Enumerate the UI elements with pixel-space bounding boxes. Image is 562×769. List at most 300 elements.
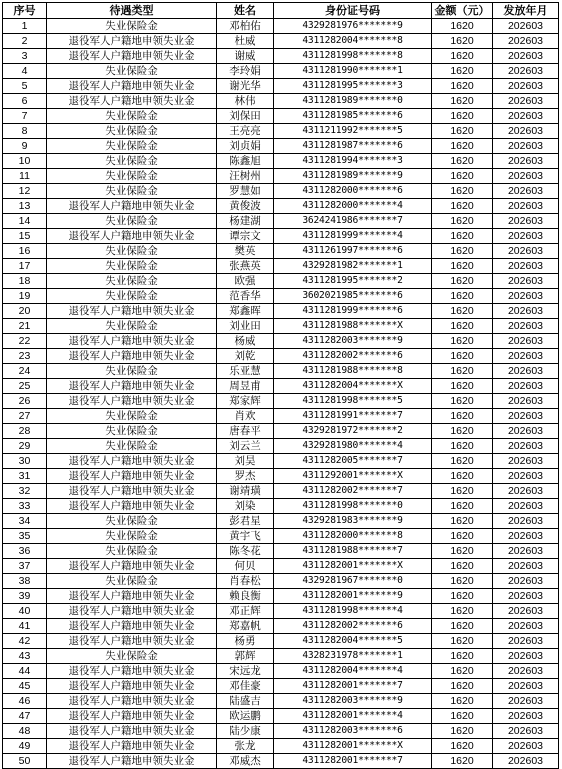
id-number-cell: 4311281987*******6 [274, 139, 432, 154]
row-index-cell: 45 [3, 679, 47, 694]
recipient-name-cell: 邓柏佑 [217, 19, 274, 34]
pay-month-cell: 202603 [493, 724, 559, 739]
amount-cell: 1620 [432, 319, 493, 334]
recipient-name-cell: 刘乾 [217, 349, 274, 364]
pay-month-cell: 202603 [493, 229, 559, 244]
id-number-cell: 4311282004*******5 [274, 634, 432, 649]
table-row [3, 694, 559, 709]
id-number-cell: 4311282002*******6 [274, 619, 432, 634]
recipient-name-cell: 刘云兰 [217, 439, 274, 454]
benefit-type-cell: 退役军人户籍地申领失业金 [47, 94, 217, 109]
row-index-cell: 36 [3, 544, 47, 559]
pay-month-cell: 202603 [493, 94, 559, 109]
pay-month-cell: 202603 [493, 34, 559, 49]
amount-cell: 1620 [432, 379, 493, 394]
table-row [3, 754, 559, 769]
amount-cell: 1620 [432, 424, 493, 439]
id-number-cell: 4311282003*******6 [274, 724, 432, 739]
amount-cell: 1620 [432, 709, 493, 724]
table-row [3, 709, 559, 724]
pay-month-cell: 202603 [493, 19, 559, 34]
pay-month-cell: 202603 [493, 589, 559, 604]
amount-cell: 1620 [432, 679, 493, 694]
id-number-cell: 4311281998*******8 [274, 49, 432, 64]
table-row [3, 559, 559, 574]
id-number-cell: 4311282004*******8 [274, 34, 432, 49]
benefit-type-cell: 退役军人户籍地申领失业金 [47, 604, 217, 619]
amount-cell: 1620 [432, 514, 493, 529]
row-index-cell: 6 [3, 94, 47, 109]
recipient-name-cell: 肖春松 [217, 574, 274, 589]
table-row [3, 544, 559, 559]
id-number-cell: 4311282004*******X [274, 379, 432, 394]
row-index-cell: 4 [3, 64, 47, 79]
amount-cell: 1620 [432, 469, 493, 484]
pay-month-cell: 202603 [493, 439, 559, 454]
id-number-cell: 4311281988*******8 [274, 364, 432, 379]
table-row [3, 379, 559, 394]
benefit-type-cell: 失业保险金 [47, 154, 217, 169]
amount-cell: 1620 [432, 544, 493, 559]
amount-cell: 1620 [432, 754, 493, 769]
amount-cell: 1620 [432, 34, 493, 49]
id-number-cell: 4311281995*******2 [274, 274, 432, 289]
row-index-cell: 47 [3, 709, 47, 724]
benefit-type-cell: 退役军人户籍地申领失业金 [47, 559, 217, 574]
id-number-cell: 4311282001*******7 [274, 754, 432, 769]
row-index-cell: 12 [3, 184, 47, 199]
recipient-name-cell: 谢威 [217, 49, 274, 64]
benefit-type-cell: 失业保险金 [47, 109, 217, 124]
table-row [3, 79, 559, 94]
pay-month-cell: 202603 [493, 139, 559, 154]
pay-month-cell: 202603 [493, 289, 559, 304]
pay-month-cell: 202603 [493, 499, 559, 514]
pay-month-cell: 202603 [493, 49, 559, 64]
table-row [3, 154, 559, 169]
benefit-type-cell: 退役军人户籍地申领失业金 [47, 229, 217, 244]
row-index-cell: 35 [3, 529, 47, 544]
amount-cell: 1620 [432, 724, 493, 739]
benefit-type-cell: 失业保险金 [47, 169, 217, 184]
row-index-cell: 39 [3, 589, 47, 604]
amount-cell: 1620 [432, 19, 493, 34]
pay-month-cell: 202603 [493, 259, 559, 274]
table-row [3, 184, 559, 199]
benefit-type-cell: 退役军人户籍地申领失业金 [47, 334, 217, 349]
amount-cell: 1620 [432, 559, 493, 574]
row-index-cell: 44 [3, 664, 47, 679]
recipient-name-cell: 唐春平 [217, 424, 274, 439]
id-number-cell: 3602021985*******6 [274, 289, 432, 304]
benefit-type-cell: 退役军人户籍地申领失业金 [47, 79, 217, 94]
recipient-name-cell: 黄俊波 [217, 199, 274, 214]
table-row [3, 649, 559, 664]
id-number-cell: 4311282001*******X [274, 559, 432, 574]
id-number-cell: 4311282004*******4 [274, 664, 432, 679]
id-number-cell: 4329281976*******9 [274, 19, 432, 34]
benefit-type-cell: 退役军人户籍地申领失业金 [47, 469, 217, 484]
benefit-type-cell: 失业保险金 [47, 649, 217, 664]
recipient-name-cell: 郑家辉 [217, 394, 274, 409]
amount-cell: 1620 [432, 499, 493, 514]
benefit-type-cell: 退役军人户籍地申领失业金 [47, 724, 217, 739]
recipient-name-cell: 乐亚慧 [217, 364, 274, 379]
recipient-name-cell: 欧运鹏 [217, 709, 274, 724]
row-index-cell: 27 [3, 409, 47, 424]
id-number-cell: 4311281994*******3 [274, 154, 432, 169]
row-index-cell: 37 [3, 559, 47, 574]
id-number-cell: 4311281989*******0 [274, 94, 432, 109]
recipient-name-cell: 陈鑫旭 [217, 154, 274, 169]
pay-month-cell: 202603 [493, 184, 559, 199]
row-index-cell: 18 [3, 274, 47, 289]
row-index-cell: 16 [3, 244, 47, 259]
benefit-type-cell: 失业保险金 [47, 214, 217, 229]
table-row [3, 499, 559, 514]
id-number-cell: 4311282001*******X [274, 739, 432, 754]
recipient-name-cell: 郑嘉帆 [217, 619, 274, 634]
id-number-cell: 4311282003*******9 [274, 334, 432, 349]
recipient-name-cell: 谢靖璜 [217, 484, 274, 499]
benefit-type-cell: 退役军人户籍地申领失业金 [47, 304, 217, 319]
header-index: 序号 [3, 3, 47, 19]
row-index-cell: 49 [3, 739, 47, 754]
table-row [3, 19, 559, 34]
benefit-type-cell: 退役军人户籍地申领失业金 [47, 349, 217, 364]
amount-cell: 1620 [432, 439, 493, 454]
header-amount: 金额（元） [432, 3, 493, 19]
benefit-type-cell: 失业保险金 [47, 19, 217, 34]
benefit-table [2, 2, 559, 769]
benefit-type-cell: 失业保险金 [47, 139, 217, 154]
amount-cell: 1620 [432, 634, 493, 649]
table-row [3, 274, 559, 289]
row-index-cell: 31 [3, 469, 47, 484]
table-row [3, 574, 559, 589]
row-index-cell: 26 [3, 394, 47, 409]
recipient-name-cell: 张龙 [217, 739, 274, 754]
table-row [3, 109, 559, 124]
benefit-type-cell: 退役军人户籍地申领失业金 [47, 34, 217, 49]
recipient-name-cell: 刘染 [217, 499, 274, 514]
table-row [3, 409, 559, 424]
benefit-type-cell: 失业保险金 [47, 409, 217, 424]
id-number-cell: 4311282000*******8 [274, 529, 432, 544]
id-number-cell: 4311282001*******7 [274, 679, 432, 694]
row-index-cell: 17 [3, 259, 47, 274]
benefit-type-cell: 失业保险金 [47, 424, 217, 439]
amount-cell: 1620 [432, 124, 493, 139]
pay-month-cell: 202603 [493, 679, 559, 694]
recipient-name-cell: 肖欢 [217, 409, 274, 424]
id-number-cell: 4311281999*******4 [274, 229, 432, 244]
id-number-cell: 4311281988*******7 [274, 544, 432, 559]
amount-cell: 1620 [432, 154, 493, 169]
table-row [3, 169, 559, 184]
table-row [3, 259, 559, 274]
pay-month-cell: 202603 [493, 619, 559, 634]
recipient-name-cell: 谭宗文 [217, 229, 274, 244]
id-number-cell: 4311261997*******6 [274, 244, 432, 259]
amount-cell: 1620 [432, 574, 493, 589]
benefit-sheet [2, 2, 559, 769]
pay-month-cell: 202603 [493, 754, 559, 769]
recipient-name-cell: 周昱甫 [217, 379, 274, 394]
id-number-cell: 4311281998*******0 [274, 499, 432, 514]
row-index-cell: 30 [3, 454, 47, 469]
benefit-type-cell: 失业保险金 [47, 259, 217, 274]
pay-month-cell: 202603 [493, 739, 559, 754]
table-row [3, 49, 559, 64]
benefit-type-cell: 失业保险金 [47, 439, 217, 454]
recipient-name-cell: 陈冬花 [217, 544, 274, 559]
recipient-name-cell: 刘业田 [217, 319, 274, 334]
pay-month-cell: 202603 [493, 244, 559, 259]
table-row [3, 664, 559, 679]
amount-cell: 1620 [432, 244, 493, 259]
amount-cell: 1620 [432, 169, 493, 184]
amount-cell: 1620 [432, 364, 493, 379]
table-row [3, 424, 559, 439]
amount-cell: 1620 [432, 259, 493, 274]
pay-month-cell: 202603 [493, 64, 559, 79]
row-index-cell: 2 [3, 34, 47, 49]
id-number-cell: 4329281980*******4 [274, 439, 432, 454]
recipient-name-cell: 陆盛吉 [217, 694, 274, 709]
pay-month-cell: 202603 [493, 634, 559, 649]
pay-month-cell: 202603 [493, 454, 559, 469]
id-number-cell: 4311282001*******4 [274, 709, 432, 724]
table-row [3, 679, 559, 694]
id-number-cell: 4311281990*******1 [274, 64, 432, 79]
benefit-type-cell: 退役军人户籍地申领失业金 [47, 454, 217, 469]
table-row [3, 304, 559, 319]
benefit-type-cell: 失业保险金 [47, 184, 217, 199]
table-row [3, 589, 559, 604]
row-index-cell: 13 [3, 199, 47, 214]
benefit-type-cell: 失业保险金 [47, 289, 217, 304]
header-pay-month: 发放年月 [493, 3, 559, 19]
row-index-cell: 1 [3, 19, 47, 34]
pay-month-cell: 202603 [493, 574, 559, 589]
pay-month-cell: 202603 [493, 124, 559, 139]
table-row [3, 319, 559, 334]
row-index-cell: 25 [3, 379, 47, 394]
benefit-type-cell: 退役军人户籍地申领失业金 [47, 619, 217, 634]
pay-month-cell: 202603 [493, 394, 559, 409]
header-row [3, 3, 559, 19]
table-row [3, 289, 559, 304]
benefit-type-cell: 退役军人户籍地申领失业金 [47, 589, 217, 604]
pay-month-cell: 202603 [493, 529, 559, 544]
row-index-cell: 21 [3, 319, 47, 334]
pay-month-cell: 202603 [493, 694, 559, 709]
pay-month-cell: 202603 [493, 409, 559, 424]
table-row [3, 529, 559, 544]
id-number-cell: 4329281967*******0 [274, 574, 432, 589]
header-name: 姓名 [217, 3, 274, 19]
row-index-cell: 11 [3, 169, 47, 184]
pay-month-cell: 202603 [493, 709, 559, 724]
pay-month-cell: 202603 [493, 169, 559, 184]
amount-cell: 1620 [432, 694, 493, 709]
recipient-name-cell: 王亮亮 [217, 124, 274, 139]
id-number-cell: 4311211992*******5 [274, 124, 432, 139]
amount-cell: 1620 [432, 199, 493, 214]
row-index-cell: 3 [3, 49, 47, 64]
pay-month-cell: 202603 [493, 334, 559, 349]
recipient-name-cell: 张燕英 [217, 259, 274, 274]
table-row [3, 604, 559, 619]
amount-cell: 1620 [432, 49, 493, 64]
table-row [3, 64, 559, 79]
id-number-cell: 4311281995*******3 [274, 79, 432, 94]
recipient-name-cell: 彭君星 [217, 514, 274, 529]
amount-cell: 1620 [432, 229, 493, 244]
benefit-type-cell: 退役军人户籍地申领失业金 [47, 679, 217, 694]
row-index-cell: 14 [3, 214, 47, 229]
row-index-cell: 40 [3, 604, 47, 619]
recipient-name-cell: 林伟 [217, 94, 274, 109]
row-index-cell: 10 [3, 154, 47, 169]
id-number-cell: 4311282000*******4 [274, 199, 432, 214]
id-number-cell: 4311281999*******6 [274, 304, 432, 319]
table-row [3, 394, 559, 409]
amount-cell: 1620 [432, 64, 493, 79]
amount-cell: 1620 [432, 274, 493, 289]
benefit-type-cell: 退役军人户籍地申领失业金 [47, 394, 217, 409]
amount-cell: 1620 [432, 529, 493, 544]
amount-cell: 1620 [432, 334, 493, 349]
id-number-cell: 4311282002*******7 [274, 484, 432, 499]
pay-month-cell: 202603 [493, 274, 559, 289]
recipient-name-cell: 欧强 [217, 274, 274, 289]
table-row [3, 199, 559, 214]
recipient-name-cell: 谢光华 [217, 79, 274, 94]
amount-cell: 1620 [432, 484, 493, 499]
row-index-cell: 15 [3, 229, 47, 244]
benefit-type-cell: 退役军人户籍地申领失业金 [47, 199, 217, 214]
row-index-cell: 24 [3, 364, 47, 379]
pay-month-cell: 202603 [493, 559, 559, 574]
benefit-type-cell: 失业保险金 [47, 124, 217, 139]
pay-month-cell: 202603 [493, 199, 559, 214]
recipient-name-cell: 罗杰 [217, 469, 274, 484]
table-row [3, 514, 559, 529]
pay-month-cell: 202603 [493, 79, 559, 94]
header-benefit-type: 待遇类型 [47, 3, 217, 19]
benefit-type-cell: 失业保险金 [47, 274, 217, 289]
table-row [3, 469, 559, 484]
benefit-type-cell: 失业保险金 [47, 319, 217, 334]
table-row [3, 214, 559, 229]
benefit-type-cell: 失业保险金 [47, 574, 217, 589]
id-number-cell: 4311282003*******9 [274, 694, 432, 709]
row-index-cell: 32 [3, 484, 47, 499]
recipient-name-cell: 赖良衡 [217, 589, 274, 604]
amount-cell: 1620 [432, 664, 493, 679]
benefit-type-cell: 退役军人户籍地申领失业金 [47, 664, 217, 679]
id-number-cell: 4311281991*******7 [274, 409, 432, 424]
benefit-type-cell: 退役军人户籍地申领失业金 [47, 484, 217, 499]
amount-cell: 1620 [432, 409, 493, 424]
benefit-type-cell: 退役军人户籍地申领失业金 [47, 49, 217, 64]
id-number-cell: 4311282000*******6 [274, 184, 432, 199]
amount-cell: 1620 [432, 649, 493, 664]
recipient-name-cell: 刘昊 [217, 454, 274, 469]
row-index-cell: 8 [3, 124, 47, 139]
recipient-name-cell: 郑鑫晖 [217, 304, 274, 319]
row-index-cell: 33 [3, 499, 47, 514]
row-index-cell: 9 [3, 139, 47, 154]
row-index-cell: 50 [3, 754, 47, 769]
benefit-type-cell: 失业保险金 [47, 64, 217, 79]
table-row [3, 34, 559, 49]
row-index-cell: 7 [3, 109, 47, 124]
table-row [3, 229, 559, 244]
id-number-cell: 4328231978*******1 [274, 649, 432, 664]
table-row [3, 124, 559, 139]
row-index-cell: 43 [3, 649, 47, 664]
header-id-number: 身份证号码 [274, 3, 432, 19]
benefit-type-cell: 失业保险金 [47, 514, 217, 529]
row-index-cell: 38 [3, 574, 47, 589]
amount-cell: 1620 [432, 739, 493, 754]
pay-month-cell: 202603 [493, 349, 559, 364]
amount-cell: 1620 [432, 604, 493, 619]
id-number-cell: 4329281982*******1 [274, 259, 432, 274]
table-row [3, 484, 559, 499]
id-number-cell: 4311282001*******9 [274, 589, 432, 604]
table-row [3, 739, 559, 754]
row-index-cell: 5 [3, 79, 47, 94]
table-row [3, 454, 559, 469]
benefit-type-cell: 失业保险金 [47, 529, 217, 544]
pay-month-cell: 202603 [493, 514, 559, 529]
benefit-type-cell: 失业保险金 [47, 244, 217, 259]
amount-cell: 1620 [432, 454, 493, 469]
recipient-name-cell: 汪树州 [217, 169, 274, 184]
table-row [3, 94, 559, 109]
id-number-cell: 4311281998*******5 [274, 394, 432, 409]
row-index-cell: 34 [3, 514, 47, 529]
recipient-name-cell: 杜威 [217, 34, 274, 49]
table-row [3, 634, 559, 649]
pay-month-cell: 202603 [493, 319, 559, 334]
id-number-cell: 4311281989*******9 [274, 169, 432, 184]
pay-month-cell: 202603 [493, 154, 559, 169]
benefit-type-cell: 退役军人户籍地申领失业金 [47, 499, 217, 514]
benefit-type-cell: 失业保险金 [47, 364, 217, 379]
recipient-name-cell: 杨勇 [217, 634, 274, 649]
recipient-name-cell: 杨建湖 [217, 214, 274, 229]
id-number-cell: 4329281983*******9 [274, 514, 432, 529]
id-number-cell: 4311282002*******6 [274, 349, 432, 364]
pay-month-cell: 202603 [493, 649, 559, 664]
pay-month-cell: 202603 [493, 484, 559, 499]
recipient-name-cell: 范香华 [217, 289, 274, 304]
pay-month-cell: 202603 [493, 379, 559, 394]
amount-cell: 1620 [432, 589, 493, 604]
recipient-name-cell: 邓威杰 [217, 754, 274, 769]
recipient-name-cell: 樊英 [217, 244, 274, 259]
recipient-name-cell: 刘贞娟 [217, 139, 274, 154]
amount-cell: 1620 [432, 289, 493, 304]
row-index-cell: 23 [3, 349, 47, 364]
recipient-name-cell: 李玲娟 [217, 64, 274, 79]
pay-month-cell: 202603 [493, 664, 559, 679]
